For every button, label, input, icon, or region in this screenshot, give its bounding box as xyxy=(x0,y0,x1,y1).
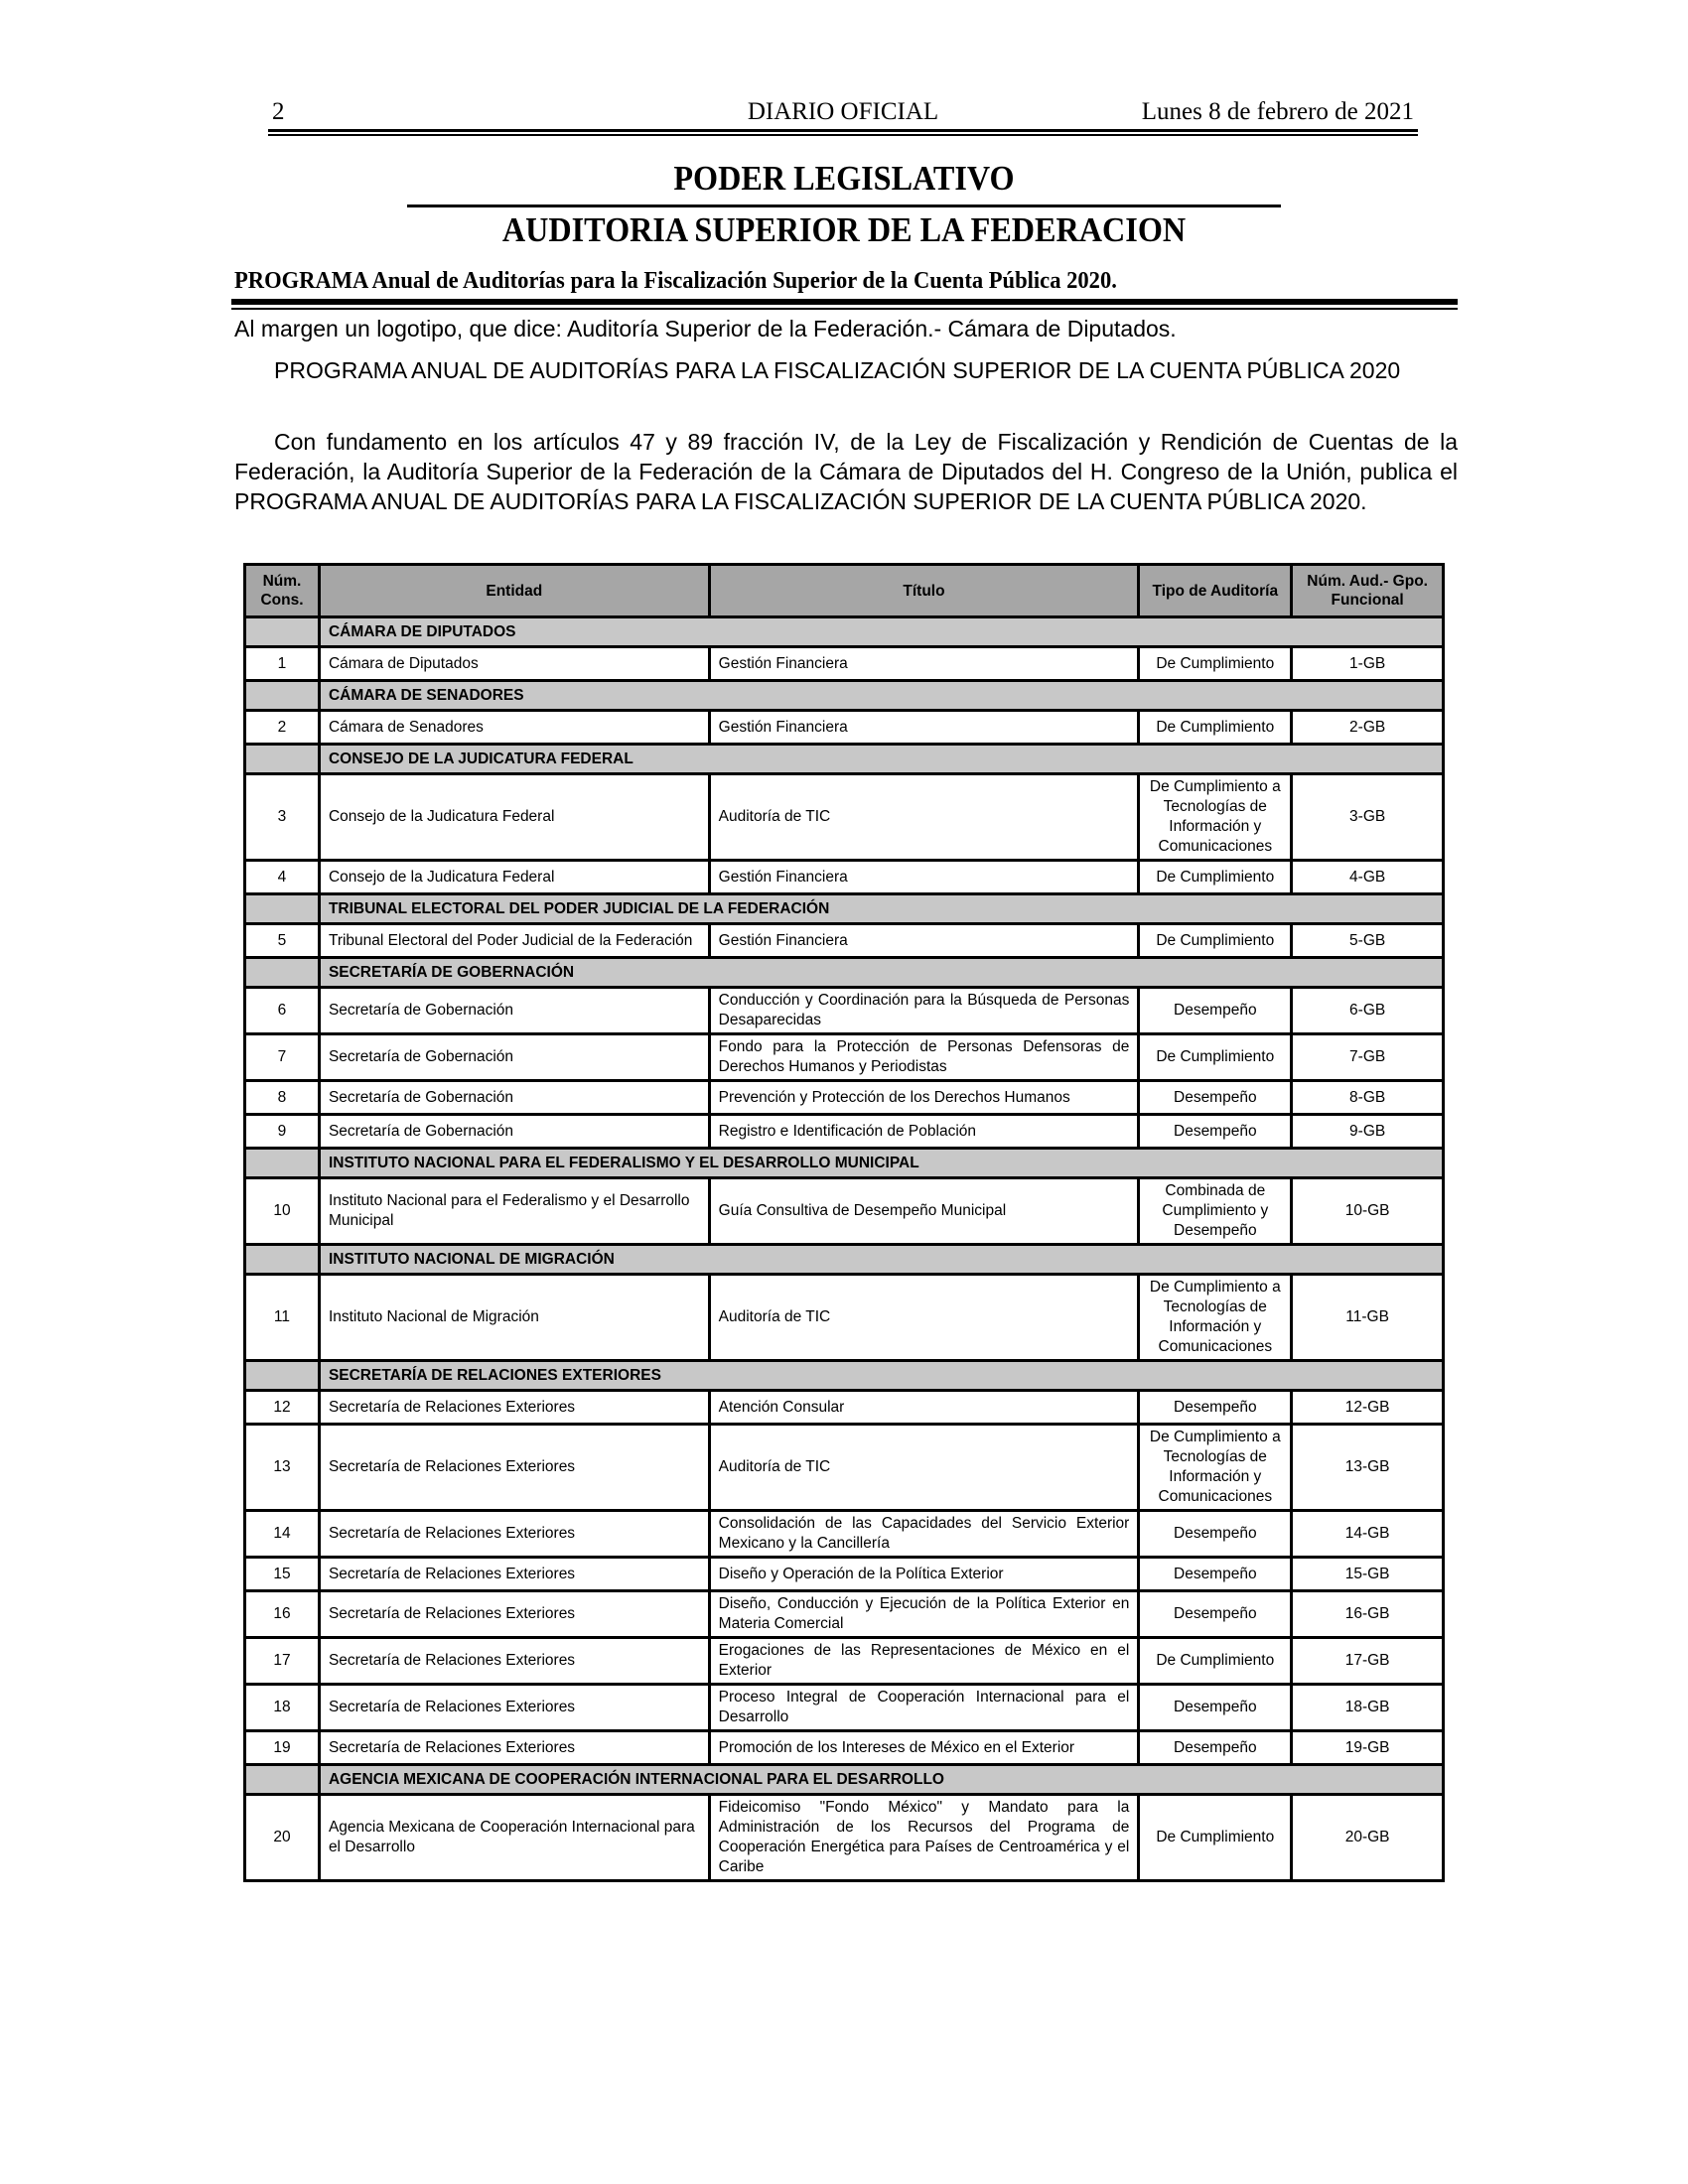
cell-num-aud-gpo: 13-GB xyxy=(1292,1425,1444,1511)
table-row xyxy=(245,1591,1444,1638)
cell-num-cons: 3 xyxy=(245,774,320,861)
cell-titulo: Atención Consular xyxy=(709,1391,1139,1425)
cell-entidad: Consejo de la Judicatura Federal xyxy=(319,774,709,861)
cell-tipo-auditoria: De Cumplimiento a Tecnologías de Información y Comunicaciones xyxy=(1139,1275,1292,1361)
table-row xyxy=(245,1178,1444,1245)
cell-tipo-auditoria: De Cumplimiento xyxy=(1139,647,1292,681)
section-row xyxy=(245,1765,1444,1795)
cell-titulo: Proceso Integral de Cooperación Internacional para el Desarrollo xyxy=(709,1685,1139,1731)
cell-num-aud-gpo: 20-GB xyxy=(1292,1795,1444,1881)
section-label: CÁMARA DE DIPUTADOS xyxy=(319,617,1443,647)
section-num-cell xyxy=(245,681,320,711)
cell-num-aud-gpo: 14-GB xyxy=(1292,1511,1444,1558)
cell-num-cons: 17 xyxy=(245,1638,320,1685)
table-row xyxy=(245,1685,1444,1731)
cell-tipo-auditoria: Desempeño xyxy=(1139,988,1292,1034)
cell-entidad: Secretaría de Relaciones Exteriores xyxy=(319,1638,709,1685)
cell-titulo: Conducción y Coordinación para la Búsqueda de Personas Desaparecidas xyxy=(709,988,1139,1034)
table-row xyxy=(245,1558,1444,1591)
cell-num-cons: 8 xyxy=(245,1081,320,1115)
section-row xyxy=(245,745,1444,774)
cell-titulo: Diseño y Operación de la Política Exterior xyxy=(709,1558,1139,1591)
section-label: CÁMARA DE SENADORES xyxy=(319,681,1443,711)
cell-titulo: Promoción de los Intereses de México en el Exterior xyxy=(709,1731,1139,1765)
cell-tipo-auditoria: De Cumplimiento xyxy=(1139,861,1292,894)
header-num-cons: Núm. Cons. xyxy=(245,565,320,617)
cell-entidad: Cámara de Senadores xyxy=(319,711,709,745)
cell-tipo-auditoria: Combinada de Cumplimiento y Desempeño xyxy=(1139,1178,1292,1245)
table-row xyxy=(245,1115,1444,1149)
cell-num-cons: 15 xyxy=(245,1558,320,1591)
cell-titulo: Diseño, Conducción y Ejecución de la Política Exterior en Materia Comercial xyxy=(709,1591,1139,1638)
cell-num-aud-gpo: 1-GB xyxy=(1292,647,1444,681)
section-row xyxy=(245,617,1444,647)
section-num-cell xyxy=(245,1765,320,1795)
cell-num-cons: 12 xyxy=(245,1391,320,1425)
cell-titulo: Auditoría de TIC xyxy=(709,1275,1139,1361)
cell-entidad: Secretaría de Gobernación xyxy=(319,1115,709,1149)
cell-num-cons: 16 xyxy=(245,1591,320,1638)
table-row xyxy=(245,1391,1444,1425)
cell-entidad: Instituto Nacional de Migración xyxy=(319,1275,709,1361)
cell-entidad: Instituto Nacional para el Federalismo y el Desarrollo Municipal xyxy=(319,1178,709,1245)
cell-tipo-auditoria: Desempeño xyxy=(1139,1558,1292,1591)
cell-tipo-auditoria: De Cumplimiento xyxy=(1139,1638,1292,1685)
table-row xyxy=(245,988,1444,1034)
cell-tipo-auditoria: De Cumplimiento xyxy=(1139,711,1292,745)
cell-num-aud-gpo: 7-GB xyxy=(1292,1034,1444,1081)
cell-num-cons: 14 xyxy=(245,1511,320,1558)
section-label: INSTITUTO NACIONAL DE MIGRACIÓN xyxy=(319,1245,1443,1275)
paragraph-logo-note: Al margen un logotipo, que dice: Auditoría Superior de la Federación.- Cámara de Diputados. xyxy=(234,316,1177,341)
cell-num-aud-gpo: 18-GB xyxy=(1292,1685,1444,1731)
cell-titulo: Auditoría de TIC xyxy=(709,1425,1139,1511)
cell-tipo-auditoria: De Cumplimiento xyxy=(1139,1034,1292,1081)
cell-entidad: Secretaría de Relaciones Exteriores xyxy=(319,1391,709,1425)
cell-num-cons: 13 xyxy=(245,1425,320,1511)
audit-program-table xyxy=(243,563,1445,1882)
paragraph-legal-basis: Con fundamento en los artículos 47 y 89 fracción IV, de la Ley de Fiscalización y Rendición de Cuentas de la Federación, la Auditoría Superior de la Federación de la Cámara de Diputados del H. Congreso de la Unión, publica el PROGRAMA ANUAL DE AUDITORÍAS PARA LA FISCALIZACIÓN SUPERIOR DE LA CUENTA PÚBLICA 2020. xyxy=(234,429,1458,514)
cell-num-cons: 1 xyxy=(245,647,320,681)
cell-titulo: Fideicomiso "Fondo México" y Mandato para la Administración de los Recursos del Programa de Cooperación Energética para Países de Centroamérica y el Caribe xyxy=(709,1795,1139,1881)
cell-entidad: Agencia Mexicana de Cooperación Internacional para el Desarrollo xyxy=(319,1795,709,1881)
cell-tipo-auditoria: Desempeño xyxy=(1139,1685,1292,1731)
cell-num-cons: 4 xyxy=(245,861,320,894)
cell-tipo-auditoria: Desempeño xyxy=(1139,1731,1292,1765)
cell-num-aud-gpo: 8-GB xyxy=(1292,1081,1444,1115)
table-row xyxy=(245,1275,1444,1361)
cell-tipo-auditoria: De Cumplimiento xyxy=(1139,1795,1292,1881)
header-rule xyxy=(268,129,1418,136)
section-row xyxy=(245,1361,1444,1391)
cell-titulo: Prevención y Protección de los Derechos Humanos xyxy=(709,1081,1139,1115)
table-body xyxy=(245,617,1444,1881)
cell-titulo: Erogaciones de las Representaciones de México en el Exterior xyxy=(709,1638,1139,1685)
table-row xyxy=(245,1034,1444,1081)
section-row xyxy=(245,1149,1444,1178)
cell-num-cons: 6 xyxy=(245,988,320,1034)
cell-tipo-auditoria: De Cumplimiento a Tecnologías de Información y Comunicaciones xyxy=(1139,774,1292,861)
subject-rule xyxy=(231,299,1458,310)
section-num-cell xyxy=(245,1361,320,1391)
cell-titulo: Gestión Financiera xyxy=(709,924,1139,958)
cell-titulo: Consolidación de las Capacidades del Servicio Exterior Mexicano y la Cancillería xyxy=(709,1511,1139,1558)
table-row xyxy=(245,861,1444,894)
cell-tipo-auditoria: Desempeño xyxy=(1139,1081,1292,1115)
cell-num-cons: 7 xyxy=(245,1034,320,1081)
cell-num-aud-gpo: 4-GB xyxy=(1292,861,1444,894)
paragraph-program-title: PROGRAMA ANUAL DE AUDITORÍAS PARA LA FISCALIZACIÓN SUPERIOR DE LA CUENTA PÚBLICA 2020 xyxy=(274,357,1401,383)
header-num-aud-gpo: Núm. Aud.- Gpo. Funcional xyxy=(1292,565,1444,617)
section-row xyxy=(245,894,1444,924)
cell-entidad: Secretaría de Relaciones Exteriores xyxy=(319,1558,709,1591)
cell-num-aud-gpo: 17-GB xyxy=(1292,1638,1444,1685)
table-row xyxy=(245,774,1444,861)
cell-num-aud-gpo: 9-GB xyxy=(1292,1115,1444,1149)
table-row xyxy=(245,1795,1444,1881)
cell-entidad: Secretaría de Relaciones Exteriores xyxy=(319,1591,709,1638)
section-label: TRIBUNAL ELECTORAL DEL PODER JUDICIAL DE LA FEDERACIÓN xyxy=(319,894,1443,924)
section-num-cell xyxy=(245,1245,320,1275)
cell-titulo: Fondo para la Protección de Personas Defensoras de Derechos Humanos y Periodistas xyxy=(709,1034,1139,1081)
table-row xyxy=(245,1638,1444,1685)
cell-num-cons: 19 xyxy=(245,1731,320,1765)
institution-title: AUDITORIA SUPERIOR DE LA FEDERACION xyxy=(501,210,1187,249)
section-num-cell xyxy=(245,745,320,774)
header-entidad: Entidad xyxy=(319,565,709,617)
table-row xyxy=(245,1731,1444,1765)
cell-titulo: Gestión Financiera xyxy=(709,861,1139,894)
title-divider xyxy=(407,205,1281,207)
cell-num-cons: 10 xyxy=(245,1178,320,1245)
cell-entidad: Secretaría de Relaciones Exteriores xyxy=(319,1511,709,1558)
section-row xyxy=(245,1245,1444,1275)
section-label: AGENCIA MEXICANA DE COOPERACIÓN INTERNACIONAL PARA EL DESARROLLO xyxy=(319,1765,1443,1795)
publication-date: Lunes 8 de febrero de 2021 xyxy=(1141,98,1414,125)
cell-entidad: Cámara de Diputados xyxy=(319,647,709,681)
section-label: SECRETARÍA DE GOBERNACIÓN xyxy=(319,958,1443,988)
cell-num-aud-gpo: 12-GB xyxy=(1292,1391,1444,1425)
cell-num-aud-gpo: 11-GB xyxy=(1292,1275,1444,1361)
cell-num-aud-gpo: 2-GB xyxy=(1292,711,1444,745)
table-row xyxy=(245,647,1444,681)
header-titulo: Título xyxy=(709,565,1139,617)
cell-num-aud-gpo: 19-GB xyxy=(1292,1731,1444,1765)
publication-name: DIARIO OFICIAL xyxy=(747,98,939,125)
cell-num-cons: 11 xyxy=(245,1275,320,1361)
cell-entidad: Secretaría de Relaciones Exteriores xyxy=(319,1685,709,1731)
subject-line: PROGRAMA Anual de Auditorías para la Fiscalización Superior de la Cuenta Pública 2020. xyxy=(234,268,1117,294)
page-number: 2 xyxy=(272,98,285,125)
cell-num-cons: 9 xyxy=(245,1115,320,1149)
cell-num-aud-gpo: 5-GB xyxy=(1292,924,1444,958)
cell-tipo-auditoria: De Cumplimiento xyxy=(1139,924,1292,958)
section-row xyxy=(245,681,1444,711)
cell-titulo: Gestión Financiera xyxy=(709,647,1139,681)
cell-titulo: Registro e Identificación de Población xyxy=(709,1115,1139,1149)
cell-num-cons: 5 xyxy=(245,924,320,958)
section-label: SECRETARÍA DE RELACIONES EXTERIORES xyxy=(319,1361,1443,1391)
cell-num-cons: 18 xyxy=(245,1685,320,1731)
cell-entidad: Secretaría de Gobernación xyxy=(319,1081,709,1115)
cell-num-aud-gpo: 10-GB xyxy=(1292,1178,1444,1245)
cell-tipo-auditoria: Desempeño xyxy=(1139,1391,1292,1425)
cell-entidad: Tribunal Electoral del Poder Judicial de la Federación xyxy=(319,924,709,958)
section-num-cell xyxy=(245,958,320,988)
cell-entidad: Secretaría de Gobernación xyxy=(319,988,709,1034)
branch-title: PODER LEGISLATIVO xyxy=(673,159,1015,198)
table-row xyxy=(245,711,1444,745)
table-header-row xyxy=(245,565,1444,617)
cell-entidad: Secretaría de Relaciones Exteriores xyxy=(319,1425,709,1511)
section-num-cell xyxy=(245,617,320,647)
table-row xyxy=(245,924,1444,958)
cell-num-cons: 20 xyxy=(245,1795,320,1881)
running-head xyxy=(268,95,1418,129)
table-row xyxy=(245,1425,1444,1511)
cell-titulo: Guía Consultiva de Desempeño Municipal xyxy=(709,1178,1139,1245)
cell-num-aud-gpo: 6-GB xyxy=(1292,988,1444,1034)
section-label: INSTITUTO NACIONAL PARA EL FEDERALISMO Y EL DESARROLLO MUNICIPAL xyxy=(319,1149,1443,1178)
cell-entidad: Consejo de la Judicatura Federal xyxy=(319,861,709,894)
cell-tipo-auditoria: De Cumplimiento a Tecnologías de Información y Comunicaciones xyxy=(1139,1425,1292,1511)
cell-num-cons: 2 xyxy=(245,711,320,745)
cell-tipo-auditoria: Desempeño xyxy=(1139,1591,1292,1638)
cell-titulo: Gestión Financiera xyxy=(709,711,1139,745)
cell-num-aud-gpo: 3-GB xyxy=(1292,774,1444,861)
cell-num-aud-gpo: 15-GB xyxy=(1292,1558,1444,1591)
section-row xyxy=(245,958,1444,988)
cell-tipo-auditoria: Desempeño xyxy=(1139,1511,1292,1558)
section-label: CONSEJO DE LA JUDICATURA FEDERAL xyxy=(319,745,1443,774)
table-row xyxy=(245,1511,1444,1558)
table-row xyxy=(245,1081,1444,1115)
section-num-cell xyxy=(245,894,320,924)
cell-tipo-auditoria: Desempeño xyxy=(1139,1115,1292,1149)
header-tipo-auditoria: Tipo de Auditoría xyxy=(1139,565,1292,617)
cell-num-aud-gpo: 16-GB xyxy=(1292,1591,1444,1638)
section-num-cell xyxy=(245,1149,320,1178)
cell-entidad: Secretaría de Gobernación xyxy=(319,1034,709,1081)
cell-entidad: Secretaría de Relaciones Exteriores xyxy=(319,1731,709,1765)
cell-titulo: Auditoría de TIC xyxy=(709,774,1139,861)
